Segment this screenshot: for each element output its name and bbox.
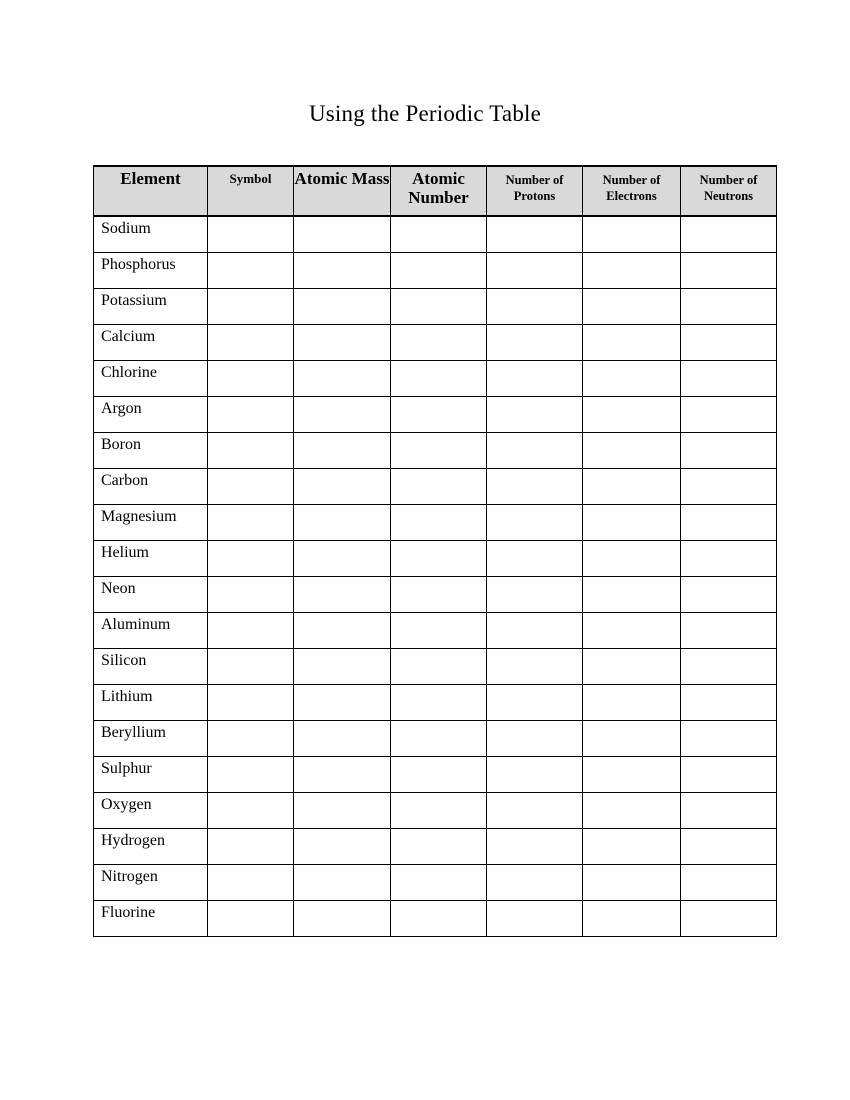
blank-answer-cell <box>681 613 777 649</box>
blank-answer-cell <box>294 433 391 469</box>
blank-answer-cell <box>681 721 777 757</box>
blank-answer-cell <box>583 216 681 253</box>
blank-answer-cell <box>391 793 487 829</box>
blank-answer-cell <box>487 613 583 649</box>
blank-answer-cell <box>294 541 391 577</box>
blank-answer-cell <box>487 325 583 361</box>
table-body <box>94 216 777 937</box>
blank-answer-cell <box>487 793 583 829</box>
element-name-cell: Argon <box>94 397 208 433</box>
blank-answer-cell <box>208 469 294 505</box>
blank-answer-cell <box>583 469 681 505</box>
blank-answer-cell <box>681 325 777 361</box>
blank-answer-cell <box>391 829 487 865</box>
element-name-cell: Sodium <box>94 216 208 253</box>
page-title: Using the Periodic Table <box>308 101 542 126</box>
element-name-cell: Boron <box>94 433 208 469</box>
blank-answer-cell <box>391 361 487 397</box>
blank-answer-cell <box>583 397 681 433</box>
blank-answer-cell <box>681 433 777 469</box>
blank-answer-cell <box>294 325 391 361</box>
blank-answer-cell <box>487 216 583 253</box>
blank-answer-cell <box>294 901 391 937</box>
blank-answer-cell <box>487 397 583 433</box>
blank-answer-cell <box>391 433 487 469</box>
blank-answer-cell <box>487 253 583 289</box>
blank-answer-cell <box>487 361 583 397</box>
blank-answer-cell <box>294 829 391 865</box>
blank-answer-cell <box>487 721 583 757</box>
blank-answer-cell <box>208 289 294 325</box>
blank-answer-cell <box>294 793 391 829</box>
table-row <box>94 397 777 433</box>
element-name-cell: Neon <box>94 577 208 613</box>
blank-answer-cell <box>208 721 294 757</box>
blank-answer-cell <box>487 649 583 685</box>
blank-answer-cell <box>391 613 487 649</box>
blank-answer-cell <box>294 289 391 325</box>
blank-answer-cell <box>208 757 294 793</box>
blank-answer-cell <box>391 541 487 577</box>
blank-answer-cell <box>681 829 777 865</box>
blank-answer-cell <box>391 757 487 793</box>
blank-answer-cell <box>681 505 777 541</box>
blank-answer-cell <box>681 361 777 397</box>
table-row <box>94 613 777 649</box>
blank-answer-cell <box>487 901 583 937</box>
blank-answer-cell <box>391 901 487 937</box>
table-row <box>94 505 777 541</box>
table-row <box>94 901 777 937</box>
blank-answer-cell <box>487 685 583 721</box>
table-row <box>94 325 777 361</box>
blank-answer-cell <box>294 253 391 289</box>
table-row <box>94 685 777 721</box>
blank-answer-cell <box>391 325 487 361</box>
blank-answer-cell <box>487 505 583 541</box>
blank-answer-cell <box>294 469 391 505</box>
table-row <box>94 721 777 757</box>
blank-answer-cell <box>391 505 487 541</box>
blank-answer-cell <box>208 829 294 865</box>
blank-answer-cell <box>681 397 777 433</box>
blank-answer-cell <box>681 865 777 901</box>
blank-answer-cell <box>294 865 391 901</box>
table-row <box>94 433 777 469</box>
blank-answer-cell <box>487 757 583 793</box>
table-row <box>94 469 777 505</box>
blank-answer-cell <box>681 793 777 829</box>
blank-answer-cell <box>681 541 777 577</box>
blank-answer-cell <box>391 469 487 505</box>
table-row <box>94 289 777 325</box>
table-row <box>94 829 777 865</box>
table-row <box>94 253 777 289</box>
blank-answer-cell <box>294 613 391 649</box>
element-name-cell: Aluminum <box>94 613 208 649</box>
blank-answer-cell <box>681 901 777 937</box>
element-name-cell: Fluorine <box>94 901 208 937</box>
element-name-cell: Sulphur <box>94 757 208 793</box>
column-header-number-of-neutrons: Number of Neutrons <box>681 166 777 216</box>
blank-answer-cell <box>391 721 487 757</box>
element-name-cell: Nitrogen <box>94 865 208 901</box>
blank-answer-cell <box>583 541 681 577</box>
table-row <box>94 649 777 685</box>
element-name-cell: Beryllium <box>94 721 208 757</box>
blank-answer-cell <box>294 397 391 433</box>
column-header-number-of-electrons: Number of Electrons <box>583 166 681 216</box>
blank-answer-cell <box>208 613 294 649</box>
element-name-cell: Calcium <box>94 325 208 361</box>
blank-answer-cell <box>294 505 391 541</box>
table-row <box>94 541 777 577</box>
blank-answer-cell <box>294 757 391 793</box>
blank-answer-cell <box>583 865 681 901</box>
blank-answer-cell <box>208 793 294 829</box>
blank-answer-cell <box>681 685 777 721</box>
blank-answer-cell <box>208 865 294 901</box>
blank-answer-cell <box>391 289 487 325</box>
element-name-cell: Helium <box>94 541 208 577</box>
blank-answer-cell <box>583 253 681 289</box>
column-header-atomic-number: Atomic Number <box>391 166 487 216</box>
blank-answer-cell <box>487 865 583 901</box>
column-header-symbol: Symbol <box>208 166 294 216</box>
blank-answer-cell <box>391 397 487 433</box>
blank-answer-cell <box>208 253 294 289</box>
blank-answer-cell <box>583 289 681 325</box>
blank-answer-cell <box>208 433 294 469</box>
element-name-cell: Chlorine <box>94 361 208 397</box>
blank-answer-cell <box>583 685 681 721</box>
blank-answer-cell <box>487 289 583 325</box>
blank-answer-cell <box>681 216 777 253</box>
blank-answer-cell <box>391 685 487 721</box>
blank-answer-cell <box>583 649 681 685</box>
blank-answer-cell <box>583 505 681 541</box>
blank-answer-cell <box>391 649 487 685</box>
blank-answer-cell <box>681 469 777 505</box>
element-name-cell: Lithium <box>94 685 208 721</box>
element-name-cell: Oxygen <box>94 793 208 829</box>
blank-answer-cell <box>681 577 777 613</box>
blank-answer-cell <box>487 469 583 505</box>
element-name-cell: Carbon <box>94 469 208 505</box>
table-row <box>94 793 777 829</box>
column-header-atomic-mass: Atomic Mass <box>294 166 391 216</box>
blank-answer-cell <box>208 577 294 613</box>
blank-answer-cell <box>583 613 681 649</box>
blank-answer-cell <box>487 433 583 469</box>
column-header-number-of-protons: Number of Protons <box>487 166 583 216</box>
element-name-cell: Magnesium <box>94 505 208 541</box>
table-header-row <box>94 166 777 216</box>
table-row <box>94 577 777 613</box>
blank-answer-cell <box>681 649 777 685</box>
blank-answer-cell <box>391 865 487 901</box>
blank-answer-cell <box>487 577 583 613</box>
table-row <box>94 216 777 253</box>
element-name-cell: Potassium <box>94 289 208 325</box>
blank-answer-cell <box>681 757 777 793</box>
table-row <box>94 757 777 793</box>
blank-answer-cell <box>583 793 681 829</box>
blank-answer-cell <box>208 216 294 253</box>
blank-answer-cell <box>681 289 777 325</box>
blank-answer-cell <box>391 216 487 253</box>
periodic-table-worksheet <box>93 165 777 937</box>
blank-answer-cell <box>391 253 487 289</box>
table-row <box>94 865 777 901</box>
blank-answer-cell <box>294 649 391 685</box>
blank-answer-cell <box>208 649 294 685</box>
blank-answer-cell <box>294 721 391 757</box>
blank-answer-cell <box>487 541 583 577</box>
blank-answer-cell <box>583 901 681 937</box>
blank-answer-cell <box>294 361 391 397</box>
blank-answer-cell <box>583 433 681 469</box>
blank-answer-cell <box>583 577 681 613</box>
blank-answer-cell <box>208 361 294 397</box>
blank-answer-cell <box>583 361 681 397</box>
element-name-cell: Phosphorus <box>94 253 208 289</box>
blank-answer-cell <box>583 757 681 793</box>
element-name-cell: Silicon <box>94 649 208 685</box>
blank-answer-cell <box>487 829 583 865</box>
blank-answer-cell <box>294 577 391 613</box>
blank-answer-cell <box>583 829 681 865</box>
blank-answer-cell <box>208 541 294 577</box>
blank-answer-cell <box>583 325 681 361</box>
column-header-element: Element <box>94 166 208 216</box>
blank-answer-cell <box>208 397 294 433</box>
blank-answer-cell <box>583 721 681 757</box>
blank-answer-cell <box>208 505 294 541</box>
blank-answer-cell <box>391 577 487 613</box>
blank-answer-cell <box>208 901 294 937</box>
blank-answer-cell <box>681 253 777 289</box>
header-row <box>94 166 777 216</box>
blank-answer-cell <box>294 685 391 721</box>
element-name-cell: Hydrogen <box>94 829 208 865</box>
blank-answer-cell <box>208 685 294 721</box>
blank-answer-cell <box>294 216 391 253</box>
blank-answer-cell <box>208 325 294 361</box>
table-row <box>94 361 777 397</box>
